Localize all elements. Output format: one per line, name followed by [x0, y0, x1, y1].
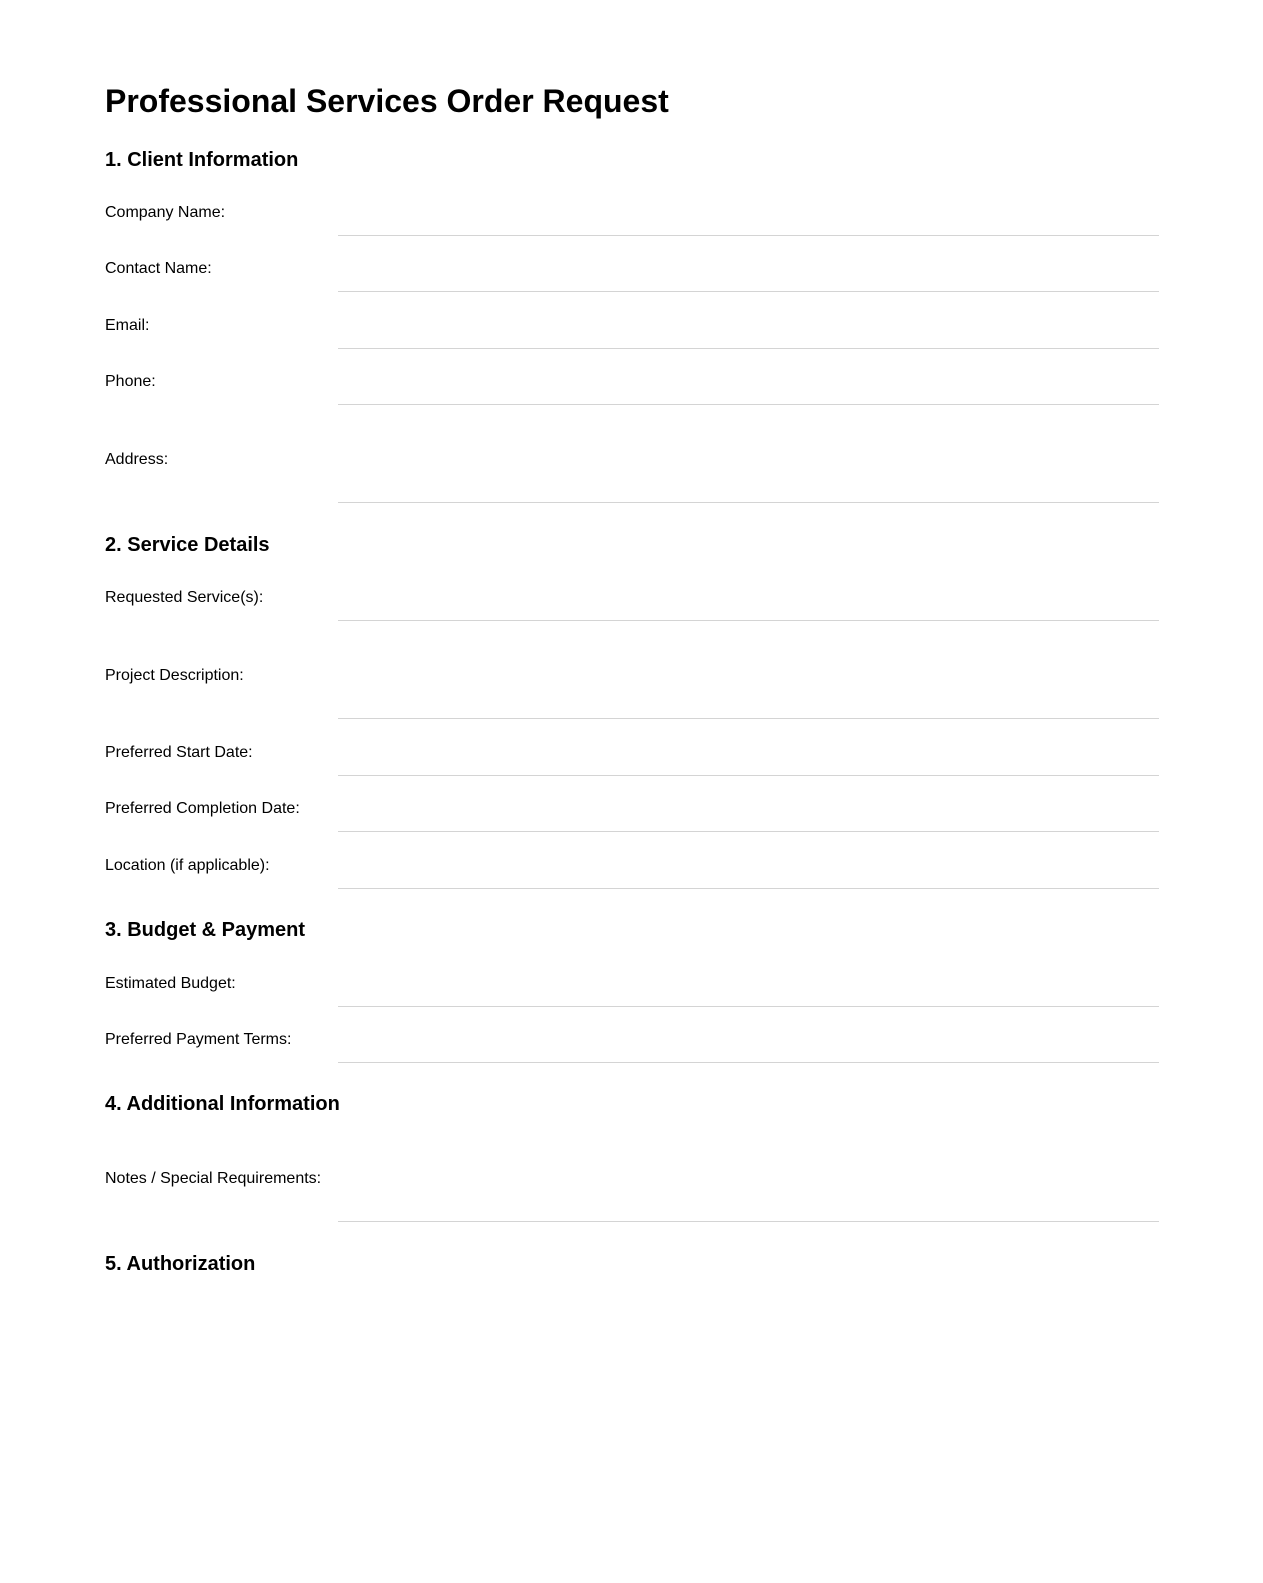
- requested-services-label: Requested Service(s):: [105, 589, 264, 606]
- project-description-field[interactable]: [338, 718, 1159, 719]
- authorization-area: [105, 1300, 1159, 1540]
- preferred-start-date-field[interactable]: [338, 775, 1159, 776]
- payment-terms-label: Preferred Payment Terms:: [105, 1031, 292, 1048]
- address-label: Address:: [105, 451, 169, 468]
- requested-services-field[interactable]: [338, 620, 1159, 621]
- email-field[interactable]: [338, 348, 1159, 349]
- location-label: Location (if applicable):: [105, 857, 270, 874]
- location-field[interactable]: [338, 888, 1159, 889]
- address-field[interactable]: [338, 502, 1159, 503]
- form-title: Professional Services Order Request: [105, 83, 669, 119]
- section-heading-authorization: 5. Authorization: [105, 1253, 256, 1275]
- section-heading-budget-payment: 3. Budget & Payment: [105, 919, 306, 941]
- project-description-label: Project Description:: [105, 667, 244, 684]
- section-heading-additional-information: 4. Additional Information: [105, 1093, 340, 1115]
- contact-name-field[interactable]: [338, 291, 1159, 292]
- company-name-label: Company Name:: [105, 204, 226, 221]
- phone-field[interactable]: [338, 404, 1159, 405]
- company-name-field[interactable]: [338, 235, 1159, 236]
- estimated-budget-label: Estimated Budget:: [105, 975, 236, 992]
- phone-label: Phone:: [105, 373, 156, 390]
- estimated-budget-field[interactable]: [338, 1006, 1159, 1007]
- section-heading-service-details: 2. Service Details: [105, 534, 270, 556]
- contact-name-label: Contact Name:: [105, 260, 212, 277]
- payment-terms-field[interactable]: [338, 1062, 1159, 1063]
- preferred-completion-date-field[interactable]: [338, 831, 1159, 832]
- email-label: Email:: [105, 317, 150, 334]
- notes-field[interactable]: [338, 1221, 1159, 1222]
- notes-label: Notes / Special Requirements:: [105, 1170, 322, 1187]
- section-heading-client-information: 1. Client Information: [105, 149, 299, 171]
- preferred-completion-date-label: Preferred Completion Date:: [105, 800, 300, 817]
- preferred-start-date-label: Preferred Start Date:: [105, 744, 253, 761]
